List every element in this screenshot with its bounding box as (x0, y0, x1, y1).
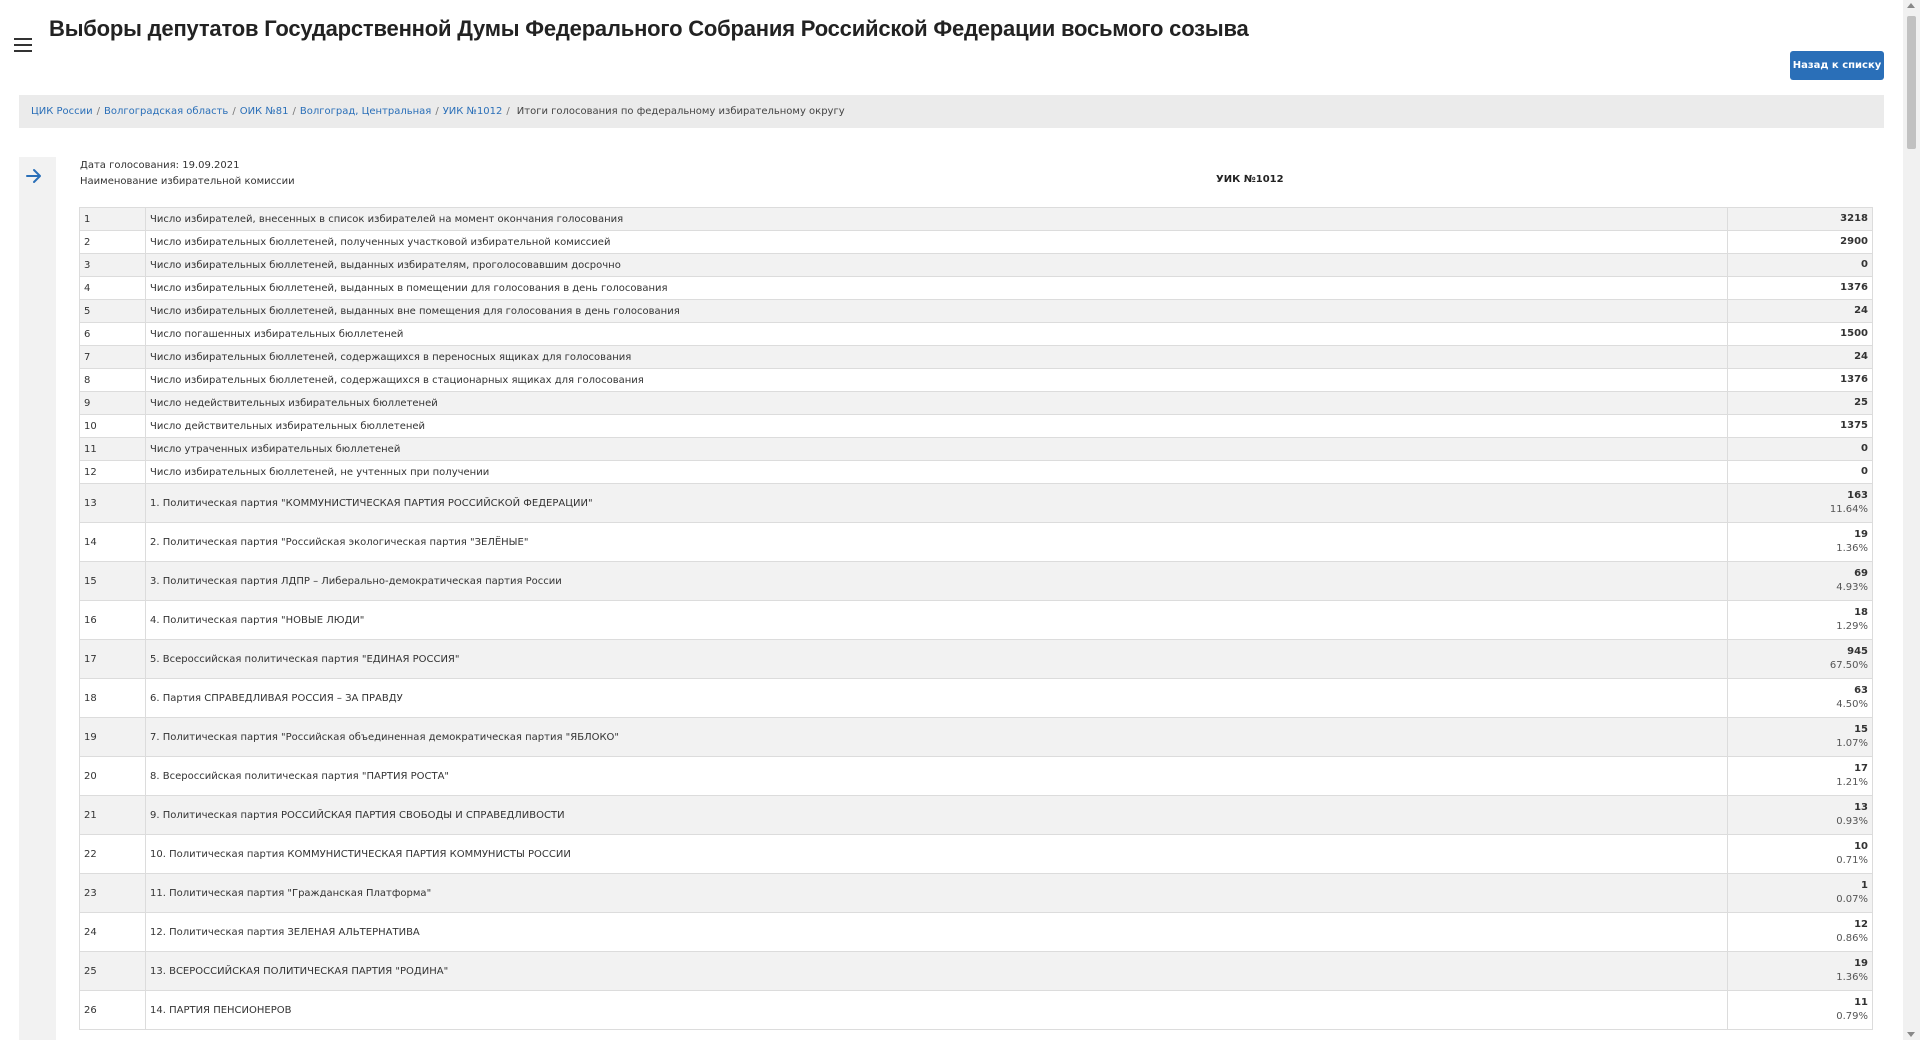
row-value-count: 2900 (1840, 236, 1868, 247)
voting-date-value: 19.09.2021 (182, 160, 240, 171)
table-row (80, 991, 1873, 1030)
commission-label: Наименование избирательной комиссии (80, 176, 295, 187)
row-value-count: 17 (1854, 763, 1868, 774)
row-label: 5. Всероссийская политическая партия "ЕДИНАЯ РОССИЯ" (146, 640, 1728, 679)
row-number: 19 (80, 718, 146, 757)
row-label: Число избирательных бюллетеней, выданных избирателям, проголосовавшим досрочно (146, 254, 1728, 277)
row-label: 11. Политическая партия "Гражданская Платформа" (146, 874, 1728, 913)
row-value-count: 15 (1854, 724, 1868, 735)
row-value (1728, 208, 1873, 231)
row-value-count: 1500 (1840, 328, 1868, 339)
row-value-count: 25 (1854, 397, 1868, 408)
row-value-percent: 4.93% (1836, 582, 1868, 593)
row-value (1728, 874, 1873, 913)
election-meta (80, 158, 295, 190)
row-value (1728, 913, 1873, 952)
row-label: 13. ВСЕРОССИЙСКАЯ ПОЛИТИЧЕСКАЯ ПАРТИЯ "РОДИНА" (146, 952, 1728, 991)
row-number: 24 (80, 913, 146, 952)
breadcrumb-link-uik[interactable]: УИК №1012 (442, 106, 503, 117)
row-number: 17 (80, 640, 146, 679)
row-label: Число избирательных бюллетеней, не учтенных при получении (146, 461, 1728, 484)
row-value-percent: 0.93% (1836, 816, 1868, 827)
row-number: 20 (80, 757, 146, 796)
table-row (80, 484, 1873, 523)
row-label: Число избирательных бюллетеней, содержащихся в переносных ящиках для голосования (146, 346, 1728, 369)
table-row (80, 718, 1873, 757)
table-row (80, 254, 1873, 277)
row-label: 8. Всероссийская политическая партия "ПАРТИЯ РОСТА" (146, 757, 1728, 796)
back-to-list-button[interactable]: Назад к списку (1790, 51, 1884, 80)
table-row (80, 369, 1873, 392)
row-value-count: 0 (1861, 259, 1868, 270)
breadcrumb-link-oik[interactable]: ОИК №81 (239, 106, 289, 117)
row-value-count: 24 (1854, 305, 1868, 316)
voting-date-label: Дата голосования: (80, 160, 180, 171)
row-number: 16 (80, 601, 146, 640)
row-value (1728, 640, 1873, 679)
row-value-percent: 67.50% (1829, 660, 1868, 671)
row-value (1728, 796, 1873, 835)
row-value-count: 11 (1854, 997, 1868, 1008)
breadcrumb-separator: / (292, 106, 296, 117)
scrollbar-thumb[interactable] (1907, 16, 1916, 149)
table-row (80, 562, 1873, 601)
results-table-body (80, 208, 1873, 1030)
table-row (80, 757, 1873, 796)
row-value (1728, 231, 1873, 254)
row-label: 1. Политическая партия "КОММУНИСТИЧЕСКАЯ ПАРТИЯ РОССИЙСКОЙ ФЕДЕРАЦИИ" (146, 484, 1728, 523)
row-value-count: 19 (1854, 529, 1868, 540)
row-value-percent: 0.07% (1836, 894, 1868, 905)
row-value (1728, 601, 1873, 640)
row-number: 26 (80, 991, 146, 1030)
row-value (1728, 461, 1873, 484)
row-value-count: 1376 (1840, 374, 1868, 385)
row-value (1728, 254, 1873, 277)
row-label: Число избирательных бюллетеней, выданных вне помещения для голосования в день голосования (146, 300, 1728, 323)
breadcrumb-separator: / (435, 106, 439, 117)
scroll-down-arrow-icon[interactable] (1907, 1032, 1915, 1037)
row-value-percent: 1.07% (1836, 738, 1868, 749)
row-value-percent: 4.50% (1836, 699, 1868, 710)
row-number: 9 (80, 392, 146, 415)
row-value-count: 1375 (1840, 420, 1868, 431)
row-value-count: 10 (1854, 841, 1868, 852)
table-row (80, 461, 1873, 484)
row-label: 10. Политическая партия КОММУНИСТИЧЕСКАЯ ПАРТИЯ КОММУНИСТЫ РОССИИ (146, 835, 1728, 874)
row-value (1728, 679, 1873, 718)
table-row (80, 679, 1873, 718)
table-row (80, 952, 1873, 991)
row-value-count: 69 (1854, 568, 1868, 579)
row-value-count: 13 (1854, 802, 1868, 813)
row-label: Число утраченных избирательных бюллетеней (146, 438, 1728, 461)
row-label: Число погашенных избирательных бюллетеней (146, 323, 1728, 346)
row-value (1728, 369, 1873, 392)
row-value-percent: 1.36% (1836, 543, 1868, 554)
row-value (1728, 277, 1873, 300)
row-value-count: 163 (1847, 490, 1868, 501)
row-number: 3 (80, 254, 146, 277)
table-row (80, 835, 1873, 874)
row-label: Число недействительных избирательных бюллетеней (146, 392, 1728, 415)
row-number: 23 (80, 874, 146, 913)
side-panel (19, 157, 56, 1040)
row-number: 15 (80, 562, 146, 601)
row-value-count: 19 (1854, 958, 1868, 969)
breadcrumb-separator: / (232, 106, 236, 117)
row-value-count: 3218 (1840, 213, 1868, 224)
row-number: 4 (80, 277, 146, 300)
breadcrumb-current: Итоги голосования по федеральному избирательному округу (516, 106, 845, 117)
table-row (80, 438, 1873, 461)
table-row (80, 392, 1873, 415)
row-number: 25 (80, 952, 146, 991)
commission-name: УИК №1012 (1216, 174, 1284, 185)
row-value-percent: 0.71% (1836, 855, 1868, 866)
row-value-count: 0 (1861, 443, 1868, 454)
row-value (1728, 323, 1873, 346)
row-label: 4. Политическая партия "НОВЫЕ ЛЮДИ" (146, 601, 1728, 640)
row-value-percent: 1.21% (1836, 777, 1868, 788)
breadcrumb-link-region[interactable]: Волгоградская область (104, 106, 229, 117)
table-row (80, 523, 1873, 562)
row-number: 12 (80, 461, 146, 484)
breadcrumb-link-district[interactable]: Волгоград, Центральная (299, 106, 432, 117)
row-value-count: 12 (1854, 919, 1868, 930)
row-value-percent: 11.64% (1829, 504, 1868, 515)
vertical-scrollbar[interactable] (1903, 0, 1920, 1040)
row-number: 10 (80, 415, 146, 438)
row-value (1728, 562, 1873, 601)
row-value-count: 24 (1854, 351, 1868, 362)
page-title: Выборы депутатов Государственной Думы Федерального Собрания Российской Федерации восьмого созыва (49, 16, 1249, 41)
scroll-up-arrow-icon[interactable] (1907, 3, 1915, 8)
row-value-count: 1376 (1840, 282, 1868, 293)
row-label: 14. ПАРТИЯ ПЕНСИОНЕРОВ (146, 991, 1728, 1030)
row-value (1728, 300, 1873, 323)
row-number: 8 (80, 369, 146, 392)
row-number: 7 (80, 346, 146, 369)
row-value (1728, 952, 1873, 991)
table-row (80, 640, 1873, 679)
table-row (80, 277, 1873, 300)
row-label: Число действительных избирательных бюллетеней (146, 415, 1728, 438)
row-label: Число избирательных бюллетеней, содержащихся в стационарных ящиках для голосования (146, 369, 1728, 392)
row-value (1728, 346, 1873, 369)
breadcrumb (19, 95, 1884, 128)
row-value (1728, 484, 1873, 523)
row-label: Число избирателей, внесенных в список избирателей на момент окончания голосования (146, 208, 1728, 231)
table-row (80, 323, 1873, 346)
row-number: 2 (80, 231, 146, 254)
row-number: 22 (80, 835, 146, 874)
table-row (80, 300, 1873, 323)
row-value (1728, 523, 1873, 562)
row-number: 1 (80, 208, 146, 231)
row-number: 6 (80, 323, 146, 346)
row-value (1728, 438, 1873, 461)
breadcrumb-separator: / (96, 106, 101, 117)
table-row (80, 346, 1873, 369)
row-value-percent: 1.29% (1836, 621, 1868, 632)
hamburger-icon[interactable] (14, 38, 32, 52)
row-value-percent: 0.86% (1836, 933, 1868, 944)
row-value-count: 945 (1847, 646, 1868, 657)
row-value (1728, 991, 1873, 1030)
row-value (1728, 392, 1873, 415)
row-value (1728, 718, 1873, 757)
row-value (1728, 835, 1873, 874)
row-label: 3. Политическая партия ЛДПР – Либерально-демократическая партия России (146, 562, 1728, 601)
table-row (80, 415, 1873, 438)
table-row (80, 231, 1873, 254)
row-label: 7. Политическая партия "Российская объединенная демократическая партия "ЯБЛОКО" (146, 718, 1728, 757)
breadcrumb-separator: / (506, 106, 510, 117)
row-number: 21 (80, 796, 146, 835)
table-row (80, 208, 1873, 231)
row-value (1728, 757, 1873, 796)
row-label: 9. Политическая партия РОССИЙСКАЯ ПАРТИЯ СВОБОДЫ И СПРАВЕДЛИВОСТИ (146, 796, 1728, 835)
breadcrumb-link-cik[interactable]: ЦИК России (31, 106, 93, 117)
table-row (80, 601, 1873, 640)
row-value (1728, 415, 1873, 438)
row-value-count: 0 (1861, 466, 1868, 477)
row-label: 12. Политическая партия ЗЕЛЕНАЯ АЛЬТЕРНАТИВА (146, 913, 1728, 952)
row-label: Число избирательных бюллетеней, полученных участковой избирательной комиссией (146, 231, 1728, 254)
table-row (80, 796, 1873, 835)
row-value-count: 63 (1854, 685, 1868, 696)
row-value-count: 18 (1854, 607, 1868, 618)
row-number: 5 (80, 300, 146, 323)
row-number: 14 (80, 523, 146, 562)
row-number: 18 (80, 679, 146, 718)
row-number: 13 (80, 484, 146, 523)
row-value-percent: 0.79% (1836, 1011, 1868, 1022)
row-label: Число избирательных бюллетеней, выданных в помещении для голосования в день голосования (146, 277, 1728, 300)
row-value-percent: 1.36% (1836, 972, 1868, 983)
row-label: 2. Политическая партия "Российская экологическая партия "ЗЕЛЁНЫЕ" (146, 523, 1728, 562)
row-number: 11 (80, 438, 146, 461)
row-label: 6. Партия СПРАВЕДЛИВАЯ РОССИЯ – ЗА ПРАВДУ (146, 679, 1728, 718)
voting-date (80, 158, 295, 174)
table-row (80, 874, 1873, 913)
row-value-count: 1 (1861, 880, 1868, 891)
table-row (80, 913, 1873, 952)
results-table (79, 207, 1873, 1030)
arrow-right-icon[interactable] (24, 167, 48, 185)
